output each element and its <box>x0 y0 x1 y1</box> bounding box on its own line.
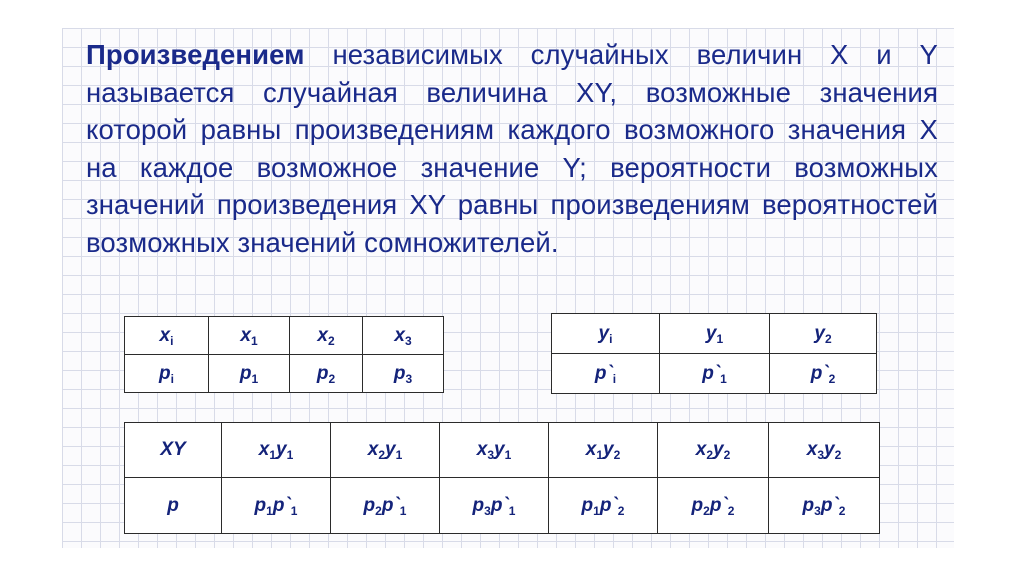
y-cell: $y_2$ <box>770 314 877 354</box>
x-values-row <box>125 317 444 355</box>
xy-header-cell: XY <box>125 423 222 478</box>
x-cell: $x_3$ <box>363 317 444 355</box>
definition-paragraph <box>86 36 938 261</box>
y-cell: $y_1$ <box>660 314 770 354</box>
p-cell: $p_1$ <box>209 355 290 393</box>
definition-term: Произведением <box>86 39 305 70</box>
y-distribution-table <box>551 313 877 394</box>
y-values-row <box>552 314 877 354</box>
p-product-cell: $p_1p`_1$ <box>222 478 331 534</box>
xy-cell: $x_1y_2$ <box>549 423 658 478</box>
xy-values-row <box>125 423 880 478</box>
p-prime-cell: $p`_1$ <box>660 354 770 394</box>
xy-cell: $x_2y_1$ <box>331 423 440 478</box>
p-header-cell: p <box>125 478 222 534</box>
xy-cell: $x_1y_1$ <box>222 423 331 478</box>
p-cell: $p_3$ <box>363 355 444 393</box>
definition-text: независимых случайных величин X и Y называется случайная величина XY, возможные значения которой равны произведениям каждого возможного значения X на каждое возможное значение Y; вероятности возможных значений произведения XY равны произведениям вероятностей возможных значений сомножителей. <box>86 39 938 258</box>
p-cell: $p_i$ <box>125 355 209 393</box>
xy-cell: $x_2y_2$ <box>658 423 769 478</box>
p-cell: $p_2$ <box>290 355 363 393</box>
xy-probabilities-row <box>125 478 880 534</box>
y-probabilities-row <box>552 354 877 394</box>
xy-cell: $x_3y_2$ <box>769 423 880 478</box>
xy-cell: $x_3y_1$ <box>440 423 549 478</box>
x-distribution-table <box>124 316 444 393</box>
p-prime-cell: $p`_i$ <box>552 354 660 394</box>
p-product-cell: $p_2p`_1$ <box>331 478 440 534</box>
p-product-cell: $p_2p`_2$ <box>658 478 769 534</box>
p-prime-cell: $p`_2$ <box>770 354 877 394</box>
p-product-cell: $p_3p`_2$ <box>769 478 880 534</box>
x-cell: $x_2$ <box>290 317 363 355</box>
xy-distribution-table <box>124 422 880 534</box>
y-cell: $y_i$ <box>552 314 660 354</box>
p-product-cell: $p_3p`_1$ <box>440 478 549 534</box>
p-product-cell: $p_1p`_2$ <box>549 478 658 534</box>
x-cell: $x_1$ <box>209 317 290 355</box>
x-cell: $x_i$ <box>125 317 209 355</box>
x-probabilities-row <box>125 355 444 393</box>
